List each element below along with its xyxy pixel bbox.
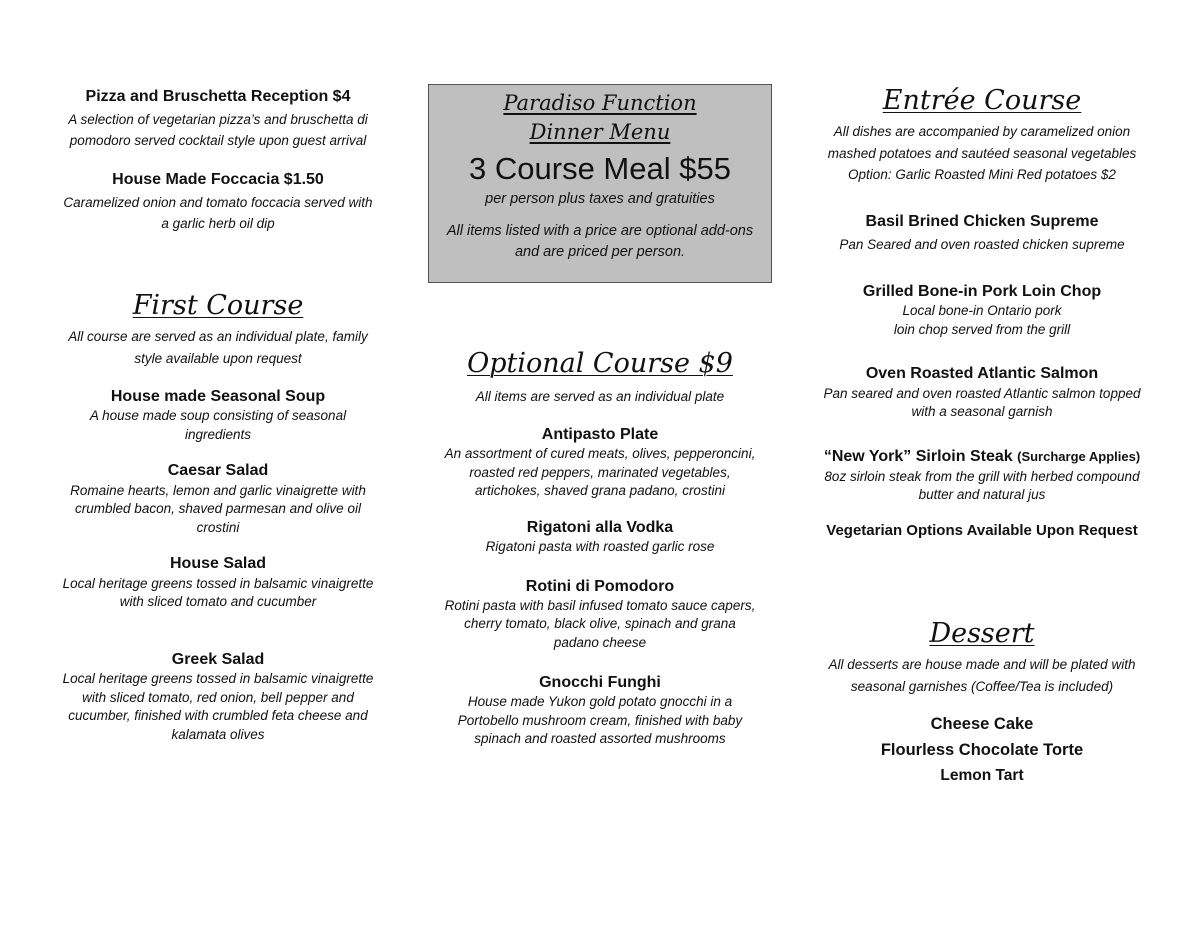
reception-desc-1: A selection of vegetarian pizza’s and bruschetta di [68, 112, 368, 127]
house-salad-title: House Salad [169, 555, 267, 572]
soup-desc-2: ingredients [184, 427, 252, 442]
reception-desc-2: pomodoro served cocktail style upon guest arrival [69, 133, 367, 148]
caesar-desc-2: crumbled bacon, shaved parmesan and olive oil [75, 501, 361, 516]
reception-title: Pizza and Bruschetta Reception $4 [85, 88, 351, 105]
gnocchi-title: Gnocchi Funghi [539, 674, 661, 691]
dessert-item-lemon-tart: Lemon Tart [940, 767, 1024, 784]
foccacia-desc-1: Caramelized onion and tomato foccacia served with [63, 195, 373, 210]
pork-desc-1: Local bone-in Ontario pork [902, 303, 1062, 318]
greek-salad-desc-1: Local heritage greens tossed in balsamic vinaigrette [62, 671, 374, 686]
dessert-intro-2: seasonal garnishes (Coffee/Tea is included) [850, 679, 1114, 694]
box-title-1: Paradiso Function [503, 91, 697, 115]
optional-course-intro: All items are served as an individual plate [475, 389, 725, 404]
steak-surcharge: (Surcharge Applies) [1017, 449, 1141, 464]
house-salad-desc-2: with sliced tomato and cucumber [119, 594, 317, 609]
rigatoni-desc-1: Rigatoni pasta with roasted garlic rose [485, 539, 715, 554]
greek-salad-desc-4: kalamata olives [171, 727, 265, 742]
dessert-heading: Dessert [929, 618, 1035, 649]
steak-desc-2: butter and natural jus [918, 487, 1046, 502]
box-note-1: All items listed with a price are optional add-ons [446, 223, 754, 239]
antipasto-desc-3: artichokes, shaved grana padano, crostini [475, 483, 725, 498]
optional-course-heading: Optional Course $9 [467, 348, 733, 379]
box-sub: per person plus taxes and gratuities [485, 191, 715, 207]
entree-intro-3: Option: Garlic Roasted Mini Red potatoes $2 [848, 167, 1116, 182]
dessert-intro-1: All desserts are house made and will be plated with [828, 657, 1136, 672]
chicken-desc: Pan Seared and oven roasted chicken supreme [839, 237, 1125, 252]
first-course-intro-2: style available upon request [134, 351, 302, 366]
foccacia-title: House Made Foccacia $1.50 [112, 171, 324, 188]
rotini-desc-3: padano cheese [553, 635, 647, 650]
foccacia-desc-2: a garlic herb oil dip [161, 216, 275, 231]
first-course-intro-1: All course are served as an individual plate, family [68, 329, 368, 344]
chicken-title: Basil Brined Chicken Supreme [865, 213, 1099, 230]
rigatoni-title: Rigatoni alla Vodka [526, 519, 674, 536]
pork-title: Grilled Bone-in Pork Loin Chop [862, 283, 1102, 300]
rotini-title: Rotini di Pomodoro [525, 578, 675, 595]
function-menu-box [428, 84, 772, 283]
gnocchi-desc-2: Portobello mushroom cream, finished with baby [457, 713, 743, 728]
first-course-heading: First Course [132, 290, 304, 321]
pork-desc-2: loin chop served from the grill [893, 322, 1071, 337]
box-title-2: Dinner Menu [529, 120, 671, 144]
entree-intro-2: mashed potatoes and sautéed seasonal vegetables [827, 146, 1137, 161]
house-salad-desc-1: Local heritage greens tossed in balsamic vinaigrette [62, 576, 374, 591]
rotini-desc-1: Rotini pasta with basil infused tomato sauce capers, [444, 598, 756, 613]
antipasto-desc-2: roasted red peppers, marinated vegetables, [469, 465, 731, 480]
gnocchi-desc-1: House made Yukon gold potato gnocchi in a [467, 694, 733, 709]
greek-salad-desc-3: cucumber, finished with crumbled feta cheese and [68, 708, 368, 723]
steak-title-line [782, 446, 1182, 467]
entree-intro-1: All dishes are accompanied by caramelized onion [833, 124, 1131, 139]
salmon-desc-1: Pan seared and oven roasted Atlantic salmon topped [823, 386, 1141, 401]
steak-desc-1: 8oz sirloin steak from the grill with herbed compound [824, 469, 1140, 484]
greek-salad-desc-2: with sliced tomato, red onion, bell pepper and [82, 690, 354, 705]
salmon-desc-2: with a seasonal garnish [911, 404, 1053, 419]
soup-title: House made Seasonal Soup [110, 388, 326, 405]
dessert-item-cheese-cake: Cheese Cake [930, 715, 1034, 733]
soup-desc-1: A house made soup consisting of seasonal [89, 408, 347, 423]
caesar-desc-3: crostini [196, 520, 240, 535]
rotini-desc-2: cherry tomato, black olive, spinach and grana [464, 616, 736, 631]
dessert-item-chocolate-torte: Flourless Chocolate Torte [880, 741, 1084, 759]
salmon-title: Oven Roasted Atlantic Salmon [865, 365, 1099, 382]
steak-title: “New York” Sirloin Steak [823, 448, 1013, 465]
caesar-desc-1: Romaine hearts, lemon and garlic vinaigrette with [70, 483, 366, 498]
antipasto-title: Antipasto Plate [541, 426, 659, 443]
entree-course-heading: Entrée Course [882, 85, 1082, 116]
caesar-title: Caesar Salad [167, 462, 269, 479]
gnocchi-desc-3: spinach and roasted assorted mushrooms [474, 731, 726, 746]
greek-salad-title: Greek Salad [171, 651, 265, 668]
antipasto-desc-1: An assortment of cured meats, olives, pepperoncini, [444, 446, 756, 461]
box-price: 3 Course Meal $55 [469, 151, 731, 186]
box-note-2: and are priced per person. [514, 244, 686, 260]
vegetarian-note: Vegetarian Options Available Upon Request [826, 522, 1138, 539]
